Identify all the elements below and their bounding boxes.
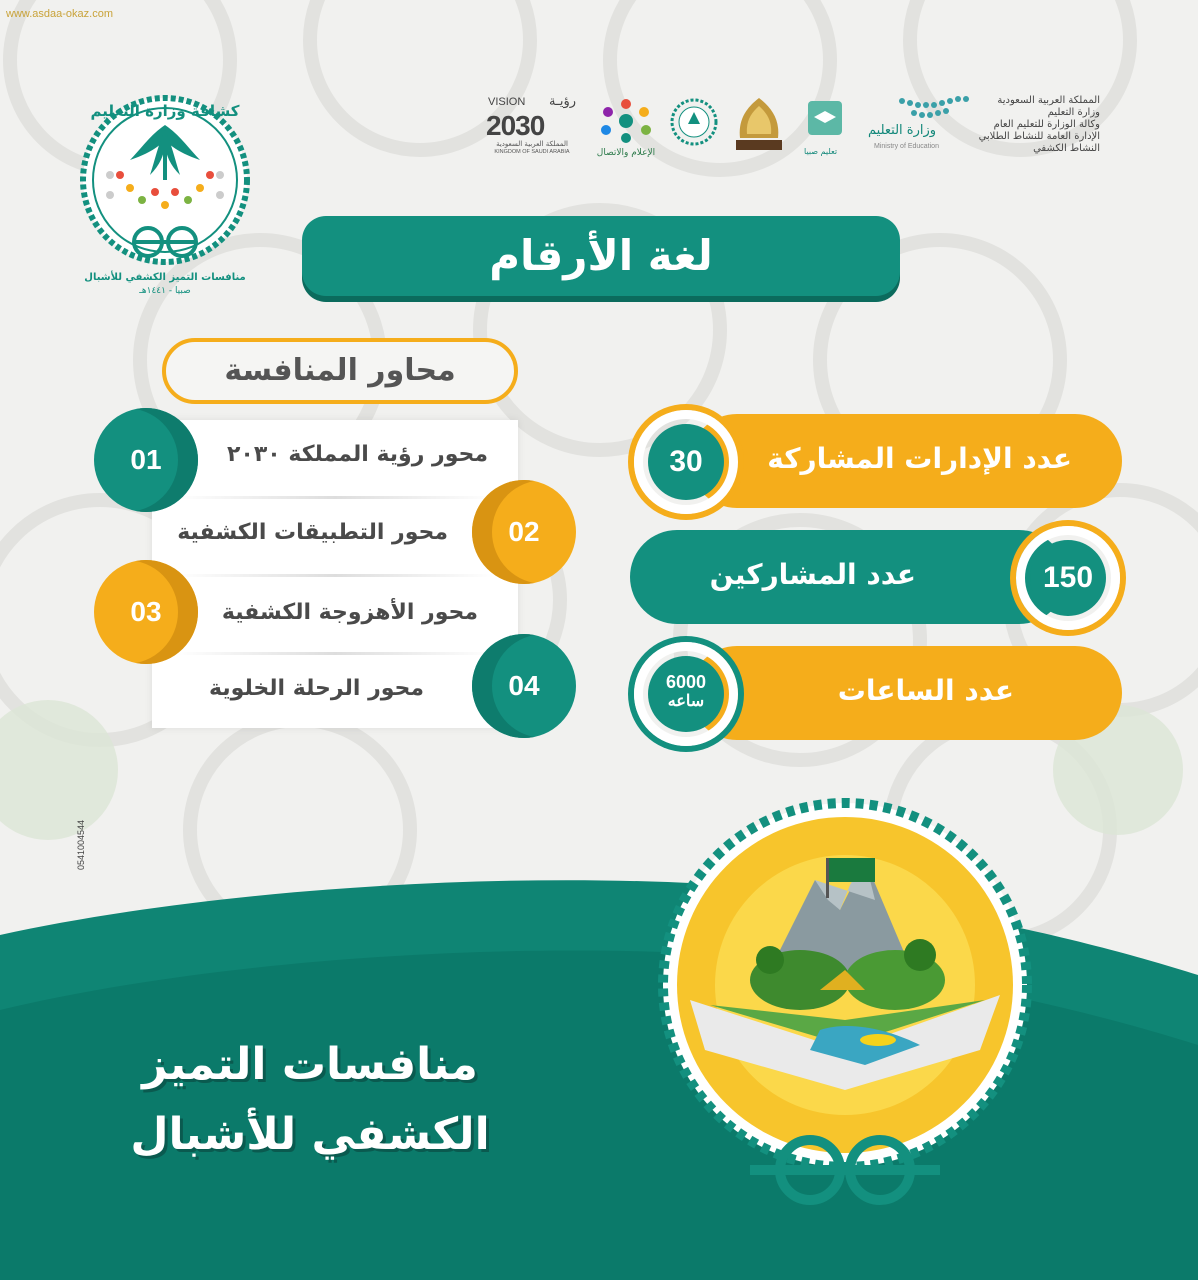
award-trophy-icon [732, 96, 786, 156]
bottom-title-line2: الكشفي للأشبال [130, 1109, 490, 1160]
vision-kingdom-ar: المملكة العربية السعودية [496, 140, 568, 148]
book-icon [800, 95, 850, 143]
stat-label: عدد المشاركين [709, 558, 916, 591]
moe-dots-icon [896, 95, 976, 121]
stat-value-hours [648, 656, 724, 732]
stat-label: عدد الساعات [837, 674, 1014, 707]
stat-pill-participants [630, 530, 1066, 624]
axis-label: محور التطبيقات الكشفية [177, 520, 448, 545]
vision-kingdom-en: KINGDOM OF SAUDI ARABIA [494, 149, 570, 155]
axis-number-04: 04 [472, 634, 576, 738]
axis-number-01: 01 [94, 408, 198, 512]
side-phone-number: 0541004544 [76, 819, 86, 870]
title-bar [302, 216, 900, 296]
vision-ar: رؤيـة [549, 94, 576, 109]
media-text: الإعلام والاتصال [596, 148, 656, 158]
moe-arabic: وزارة التعليم [868, 123, 937, 138]
moe-logo [858, 95, 978, 160]
axis-number-03: 03 [94, 560, 198, 664]
ministry-line: النشاط الكشفي [1033, 143, 1100, 154]
page-title: لغة الأرقام [489, 231, 713, 280]
watermark: www.asdaa-okaz.com [6, 8, 113, 20]
people-circle-icon [592, 96, 660, 144]
hours-unit: ساعه [667, 693, 705, 710]
vision-en: VISION [488, 96, 526, 108]
moe-english: Ministry of Education [874, 143, 939, 150]
sabia-text: تعليم صبيا [804, 147, 838, 156]
bottom-title-line1: منافسات التميز [142, 1039, 478, 1090]
axis-label: محور رؤية المملكة ٢٠٣٠ [227, 442, 488, 467]
axes-card [152, 420, 518, 728]
ministry-line: المملكة العربية السعودية [997, 95, 1100, 106]
ministry-line: وزارة التعليم [1047, 107, 1100, 118]
axis-label: محور الرحلة الخلوية [209, 676, 424, 701]
divider [176, 574, 494, 577]
ministry-line: وكالة الوزارة للتعليم العام [993, 119, 1100, 130]
divider [176, 652, 494, 655]
ministry-line: الإدارة العامة للنشاط الطلابي [978, 131, 1100, 142]
stat-pill-departments [690, 414, 1122, 508]
badge-top-text: كشافة وزارة التعليم [90, 102, 240, 120]
sabia-logo [800, 95, 850, 160]
vision-2030-logo [486, 96, 578, 156]
stat-pill-hours [690, 646, 1122, 740]
stat-value-departments: 30 [648, 424, 724, 500]
badge-bottom-text: منافسات التميز الكشفي للأشبال [84, 272, 246, 283]
divider [176, 496, 494, 499]
scouts-logo-icon [668, 94, 720, 156]
axes-heading-pill [162, 338, 518, 404]
axis-number-02: 02 [472, 480, 576, 584]
camp-illustration [650, 790, 1040, 1210]
stat-value-participants: 150 [1030, 540, 1106, 616]
hours-number: 6000 [665, 672, 707, 692]
vision-year: 2030 [486, 110, 545, 141]
stat-label: عدد الإدارات المشاركة [767, 442, 1072, 475]
badge-sub-text: صبيا - ١٤٤١هـ [139, 286, 191, 296]
axes-heading: محاور المنافسة [224, 353, 456, 388]
axis-label: محور الأهزوجة الكشفية [221, 600, 478, 625]
bottom-title [100, 1030, 520, 1170]
media-logo [592, 96, 660, 158]
